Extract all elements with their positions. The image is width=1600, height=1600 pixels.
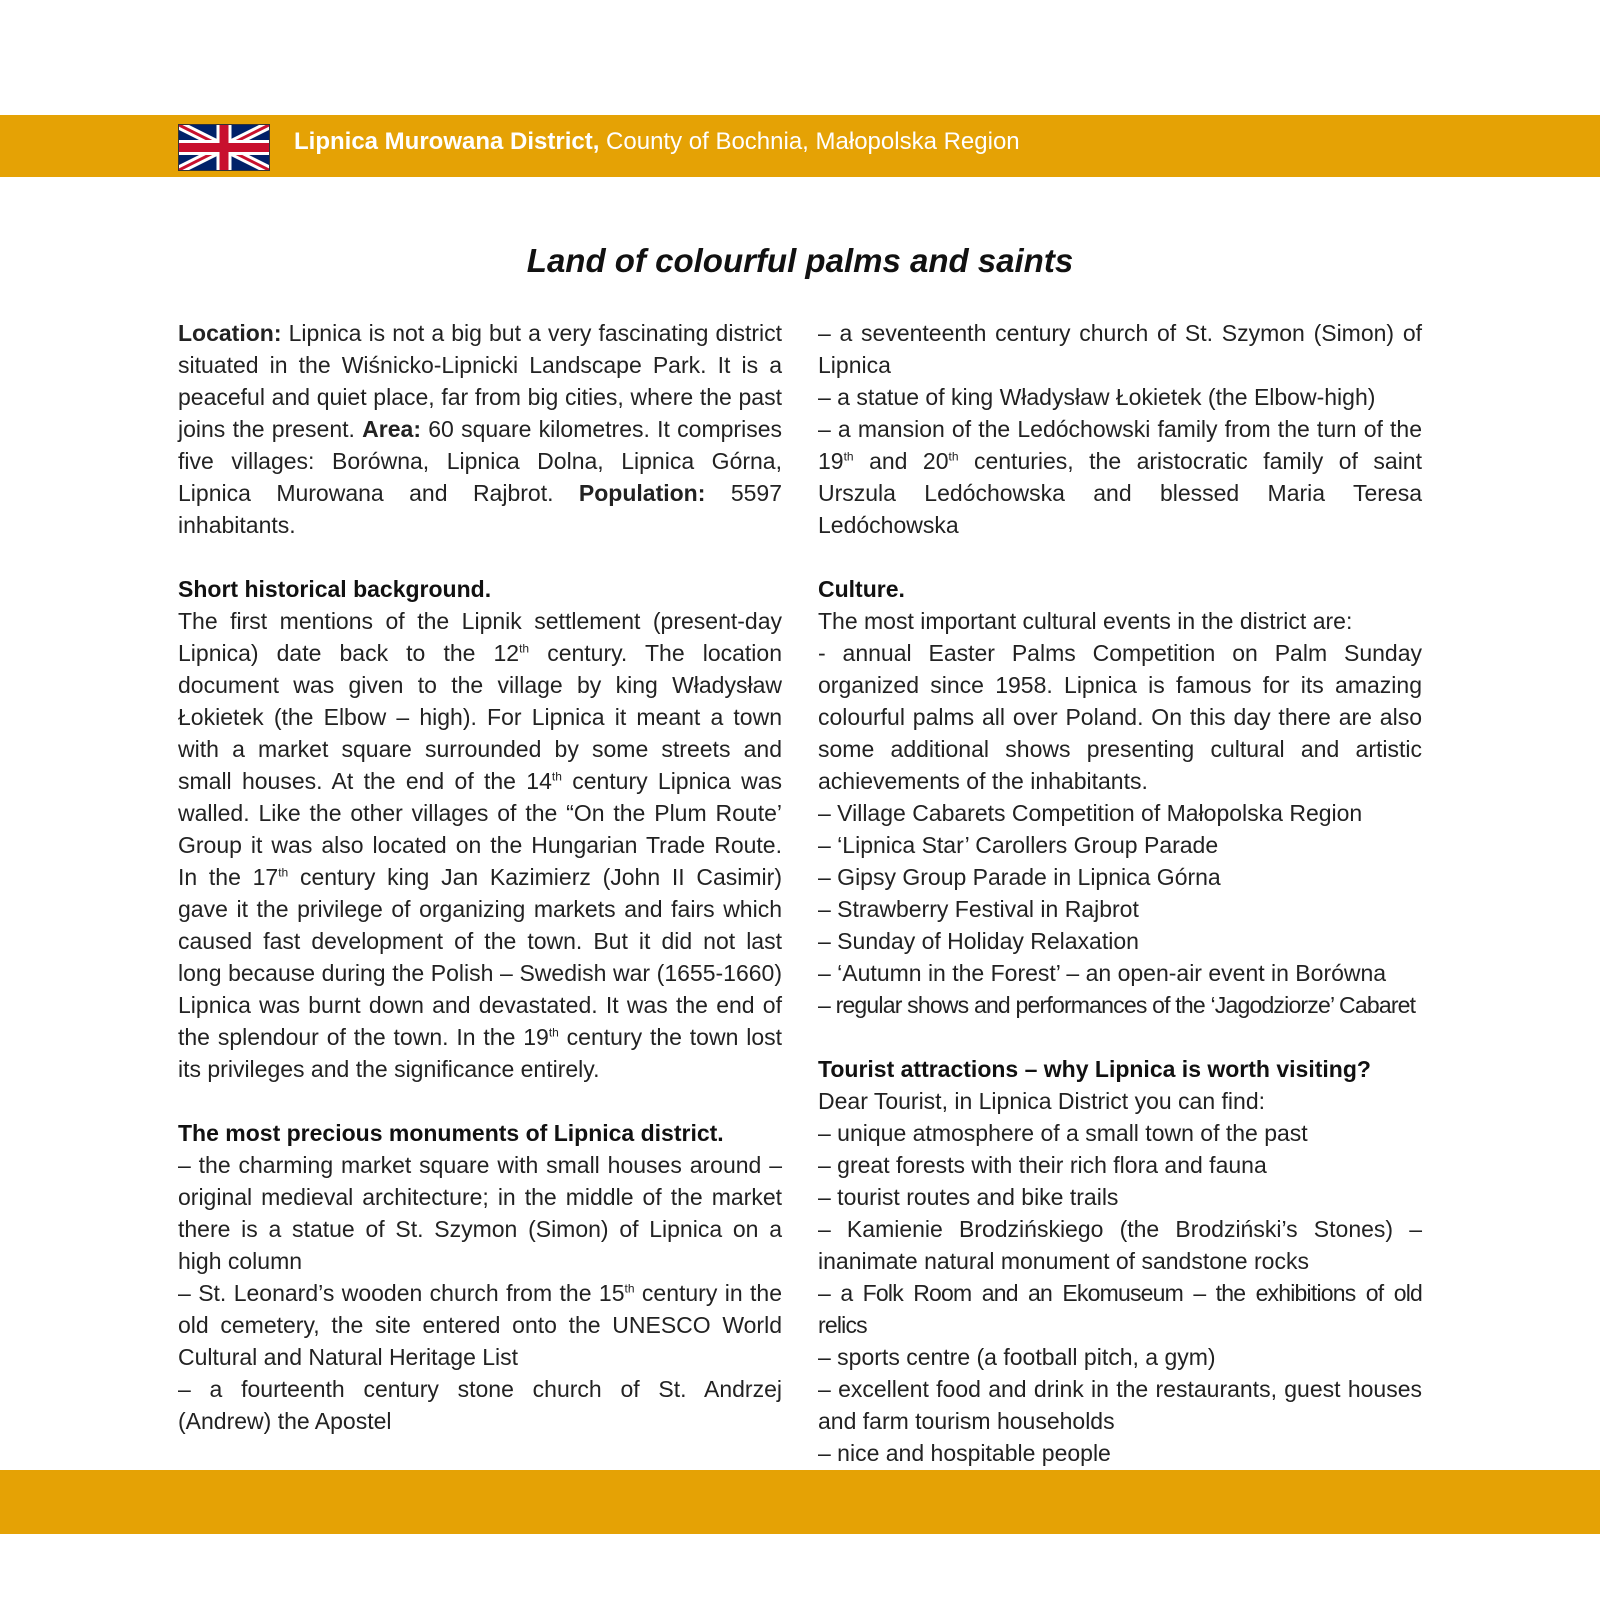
left-column — [178, 317, 782, 1437]
monument-sup: th — [948, 449, 959, 464]
monument-sup: th — [624, 1281, 635, 1296]
culture-item: – regular shows and performances of the ‘Jagodziorze’ Cabaret — [818, 992, 1416, 1018]
monument-text: and 20 — [853, 448, 949, 474]
history-text-3: century Lipnica was walled. Like the other villages of the “On the Plum Route’ Group it was also located on the Hungarian Trade Route. In the 17 — [178, 768, 782, 890]
culture-intro: The most important cultural events in the district are: — [818, 608, 1353, 634]
area-text: 60 square kilometres. It comprises five villages: Borówna, Lipnica Dolna, Lipnica Górna, Lipnica Murowana and Rajbrot. — [178, 416, 782, 506]
monuments-heading: The most precious monuments of Lipnica district. — [178, 1120, 724, 1146]
tourist-item: – Kamienie Brodzińskiego (the Brodziński’s Stones) – inanimate natural monument of sandstone rocks — [818, 1216, 1422, 1274]
area-label: Area: — [362, 416, 421, 442]
right-column — [818, 317, 1422, 1469]
monument-sup: th — [843, 449, 854, 464]
monument-item: – a statue of king Władysław Łokietek (the Elbow-high) — [818, 384, 1376, 410]
culture-item: – Sunday of Holiday Relaxation — [818, 928, 1139, 954]
culture-item: – Village Cabarets Competition of Małopolska Region — [818, 800, 1363, 826]
page-title: Land of colourful palms and saints — [526, 242, 1074, 279]
history-text-5: century the town lost its privileges and the significance entirely. — [178, 1024, 782, 1082]
population-label: Population: — [578, 480, 706, 506]
footer-band — [0, 1470, 1600, 1534]
tourist-item: – sports centre (a football pitch, a gym) — [818, 1344, 1216, 1370]
tourist-item: – great forests with their rich flora and fauna — [818, 1152, 1267, 1178]
monument-text: – St. Leonard’s wooden church from the 15 — [178, 1280, 625, 1306]
culture-item: – Gipsy Group Parade in Lipnica Górna — [818, 864, 1221, 890]
location-text: Lipnica is not a big but a very fascinating district situated in the Wiśnicko-Lipnicki Landscape Park. It is a peaceful and quiet place, far from big cities, where the past joins the present. — [178, 320, 782, 442]
culture-item: – ‘Lipnica Star’ Carollers Group Parade — [818, 832, 1219, 858]
history-text-4: century king Jan Kazimierz (John II Casimir) gave it the privilege of organizing markets and fairs which caused fast development of the town. But it did not last long because during the Polish – Swedish war (1655-1660) Lipnica was burnt down and devastated. It was the end of the splendour of the town. In the 19 — [178, 864, 782, 1050]
history-heading: Short historical background. — [178, 576, 492, 602]
uk-flag-icon — [178, 124, 270, 171]
monument-item — [178, 1277, 782, 1373]
history-sup-4: th — [548, 1025, 559, 1040]
tourist-intro: Dear Tourist, in Lipnica District you can find: — [818, 1088, 1265, 1114]
region-name: County of Bochnia, Małopolska Region — [599, 128, 1020, 155]
history-sup-2: th — [551, 769, 562, 784]
tourist-item: – excellent food and drink in the restaurants, guest houses and farm tourism households — [818, 1376, 1422, 1434]
monument-item: – a fourteenth century stone church of St. Andrzej (Andrew) the Apostel — [178, 1376, 782, 1434]
history-text-2: century. The location document was given to the village by king Władysław Łokietek (the Elbow – high). For Lipnica it meant a town with a market square surrounded by some streets and small houses. At the end of the 14 — [178, 640, 782, 794]
population-text: 5597 inhabitants. — [178, 480, 782, 538]
tourist-item: – a Folk Room and an Ekomuseum – the exhibitions of old relics — [818, 1280, 1422, 1338]
culture-item: – Strawberry Festival in Rajbrot — [818, 896, 1139, 922]
monument-item: – a seventeenth century church of St. Szymon (Simon) of Lipnica — [818, 320, 1422, 378]
history-sup-3: th — [278, 865, 289, 880]
history-sup-1: th — [519, 641, 530, 656]
location-label: Location: — [178, 320, 282, 346]
culture-heading: Culture. — [818, 576, 905, 602]
intro-paragraph — [178, 317, 782, 541]
monument-text: century in the old cemetery, the site entered onto the UNESCO World Cultural and Natural Heritage List — [178, 1280, 783, 1370]
monument-text: – a mansion of the Ledóchowski family from the turn of the 19 — [818, 416, 1422, 474]
monument-text: centuries, the aristocratic family of saint Urszula Ledóchowska and blessed Maria Teresa Ledóchowska — [818, 448, 1422, 538]
tourist-heading: Tourist attractions – why Lipnica is worth visiting? — [818, 1056, 1371, 1082]
tourist-item: – tourist routes and bike trails — [818, 1184, 1119, 1210]
tourist-item: – unique atmosphere of a small town of the past — [818, 1120, 1308, 1146]
tourist-item: – nice and hospitable people — [818, 1440, 1111, 1466]
culture-item: – ‘Autumn in the Forest’ – an open-air event in Borówna — [818, 960, 1387, 986]
district-name: Lipnica Murowana District, — [294, 128, 600, 155]
culture-easter: - annual Easter Palms Competition on Palm Sunday organized since 1958. Lipnica is famous for its amazing colourful palms all over Poland. On this day there are also some additional shows presenting cultural and artistic achievements of the inhabitants. — [818, 640, 1422, 794]
header-title — [294, 128, 1020, 156]
history-paragraph — [178, 605, 782, 1085]
monument-item: – the charming market square with small houses around – original medieval architecture; in the middle of the market there is a statue of St. Szymon (Simon) of Lipnica on a high column — [178, 1152, 782, 1274]
monument-item — [818, 413, 1422, 541]
history-text-1: The first mentions of the Lipnik settlement (present-day Lipnica) date back to the 12 — [178, 608, 782, 666]
